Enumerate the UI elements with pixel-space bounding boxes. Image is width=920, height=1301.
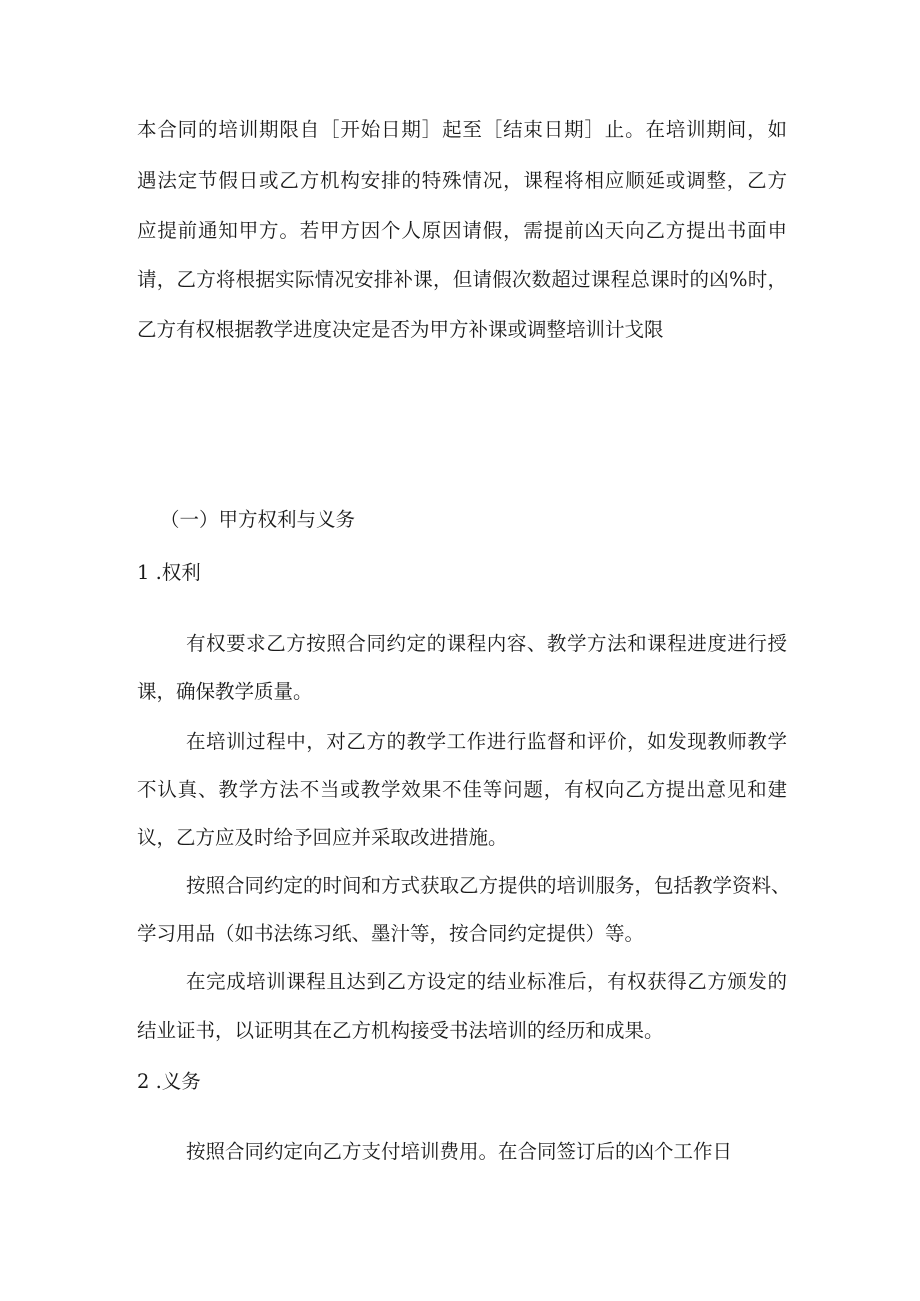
obligations-heading: 2 .义务 (137, 1070, 201, 1093)
term-paragraph-line-5: 乙方有权根据教学进度决定是否为甲方补课或调整培训计戈限 (137, 318, 664, 341)
rights-item-3-line-2: 学习用品（如书法练习纸、墨汁等，按合同约定提供）等。 (137, 922, 645, 945)
rights-item-2-line-1: 在培训过程中，对乙方的教学工作进行监督和评价，如发现教师教学 (186, 730, 787, 753)
term-paragraph-line-2: 遇法定节假日或乙方机构安排的特殊情况，课程将相应顺延或调整，乙方 (137, 169, 787, 192)
rights-heading: 1 .权利 (137, 561, 201, 584)
rights-item-4-line-1: 在完成培训课程且达到乙方设定的结业标准后，有权获得乙方颁发的 (186, 970, 787, 993)
section-heading: （一）甲方权利与义务 (160, 508, 356, 531)
rights-item-2-line-3: 议，乙方应及时给予回应并采取改进措施。 (137, 826, 508, 849)
rights-item-1-line-1: 有权要求乙方按照合同约定的课程内容、教学方法和课程进度进行授 (186, 632, 787, 655)
rights-item-2-line-2: 不认真、教学方法不当或教学效果不佳等问题，有权向乙方提出意见和建 (137, 778, 787, 801)
term-paragraph-line-4: 请，乙方将根据实际情况安排补课，但请假次数超过课程总课时的凶%时， (137, 268, 787, 291)
rights-item-1-line-2: 课，确保教学质量。 (137, 680, 313, 703)
term-paragraph-line-1: 本合同的培训期限自［开始日期］起至［结束日期］止。在培训期间，如 (137, 118, 787, 141)
rights-item-4-line-2: 结业证书，以证明其在乙方机构接受书法培训的经历和成果。 (137, 1019, 664, 1042)
rights-item-3-line-1: 按照合同约定的时间和方式获取乙方提供的培训服务，包括教学资料、 (186, 874, 791, 897)
obligations-item-1-line-1: 按照合同约定向乙方支付培训费用。在合同签订后的凶个工作日 (186, 1140, 733, 1163)
term-paragraph-line-3: 应提前通知甲方。若甲方因个人原因请假，需提前凶天向乙方提出书面申 (137, 219, 787, 242)
